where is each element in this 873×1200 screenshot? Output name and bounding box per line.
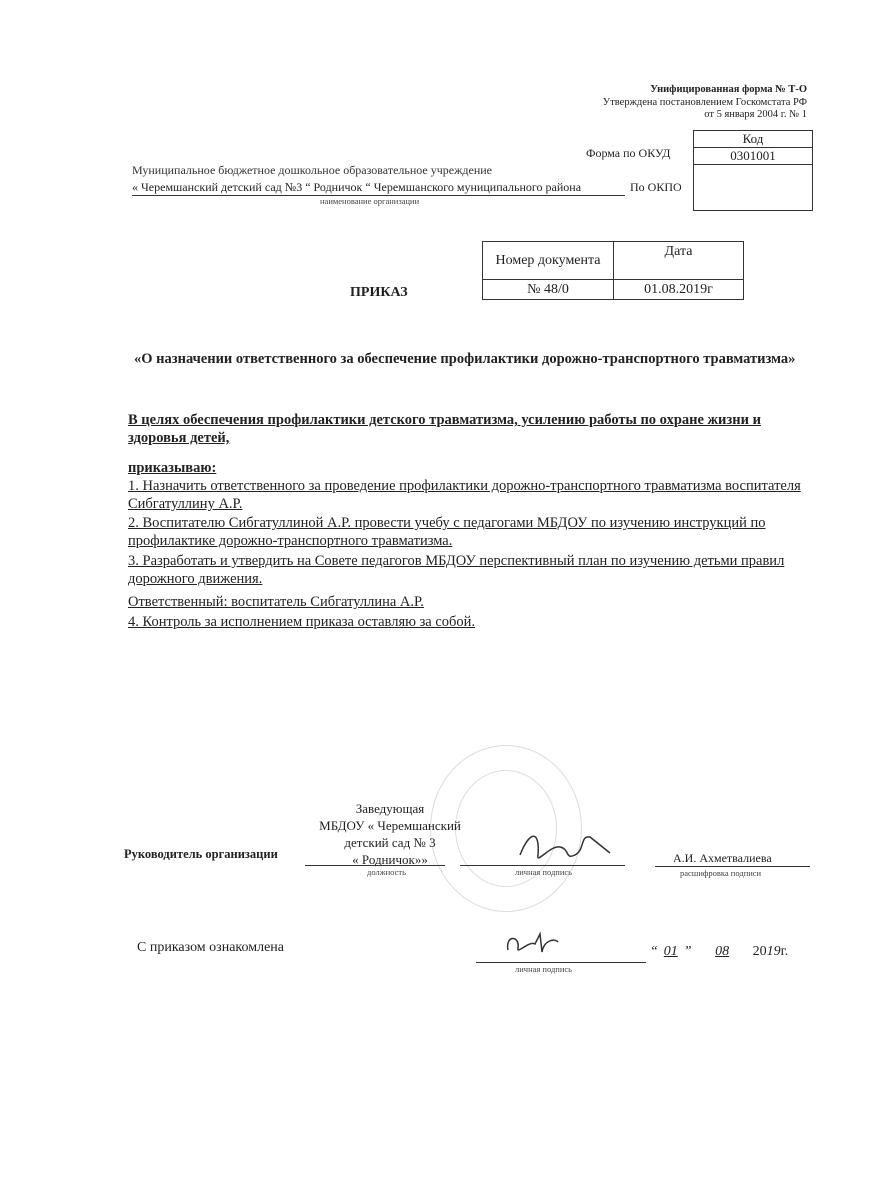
acq-month: 08 bbox=[715, 944, 730, 959]
col-number-header: Номер документа bbox=[483, 242, 614, 280]
order-label: ПРИКАЗ bbox=[350, 285, 408, 300]
item-4: 4. Контроль за исполнением приказа оставляю за собой. bbox=[128, 614, 476, 630]
position-line-rule bbox=[305, 865, 445, 866]
form-approved: Утверждена постановлением Госкомстата РФ bbox=[602, 97, 807, 108]
preamble: В целях обеспечения профилактики детского травматизма, усилению работы по охране жизни и здоровья детей, bbox=[128, 412, 761, 446]
org-line2: « Черемшанский детский сад №3 “ Родничок “ Черемшанского муниципального района bbox=[132, 180, 625, 196]
position-line: « Родничок»» bbox=[352, 852, 428, 867]
position-block bbox=[300, 800, 480, 868]
item-2: 2. Воспитателю Сибгатуллиной А.Р. провести учебу с педагогами МБДОУ по изучению инструкций по профилактике дорожно-транспортного травматизма. bbox=[128, 515, 766, 549]
position-line: Заведующая bbox=[355, 801, 425, 816]
org-line1: Муниципальное бюджетное дошкольное образовательное учреждение bbox=[132, 163, 492, 177]
acq-year-prefix: 20 bbox=[752, 944, 767, 959]
org-caption: наименование организации bbox=[320, 196, 420, 206]
okud-code: 0301001 bbox=[694, 148, 812, 165]
name-caption: расшифровка подписи bbox=[680, 868, 762, 878]
order-date: 01.08.2019г bbox=[614, 280, 744, 300]
order-word: приказываю: bbox=[128, 460, 217, 476]
code-header: Код bbox=[694, 131, 812, 148]
item-responsible: Ответственный: воспитатель Сибгатуллина А.Р. bbox=[128, 594, 424, 610]
name-line-rule bbox=[655, 866, 810, 867]
head-signature bbox=[510, 825, 620, 870]
employee-signature bbox=[500, 930, 560, 960]
acq-date-suffix: г. bbox=[780, 944, 789, 959]
head-name: А.И. Ахметвалиева bbox=[673, 851, 772, 865]
acq-day: 01 bbox=[663, 944, 678, 959]
code-box bbox=[693, 130, 813, 211]
order-number: № 48/0 bbox=[483, 280, 614, 300]
okpo-code bbox=[694, 165, 812, 210]
acquainted-label: С приказом ознакомлена bbox=[137, 940, 284, 955]
position-caption: должность bbox=[367, 867, 406, 877]
form-approved-date: от 5 января 2004 г. № 1 bbox=[704, 109, 807, 120]
position-line: детский сад № 3 bbox=[344, 835, 436, 850]
okpo-label: По ОКПО bbox=[630, 180, 682, 194]
employee-sign-rule bbox=[476, 962, 646, 963]
personal-caption: личная подпись bbox=[515, 867, 573, 877]
employee-personal-caption: личная подпись bbox=[515, 964, 573, 974]
head-label: Руководитель организации bbox=[124, 847, 278, 861]
item-1: 1. Назначить ответственного за проведение профилактики дорожно-транспортного травматизма воспитателя Сибгатуллину А.Р. bbox=[128, 478, 801, 512]
order-table bbox=[482, 241, 744, 300]
order-title: «О назначении ответственного за обеспечение профилактики дорожно-транспортного травматизма» bbox=[134, 351, 796, 367]
okud-label: Форма по ОКУД bbox=[586, 146, 671, 160]
acq-date: “ 01 ” 08 2019г. bbox=[650, 944, 789, 959]
position-line: МБДОУ « Черемшанский bbox=[319, 818, 461, 833]
col-date-header: Дата bbox=[614, 242, 744, 280]
form-title: Унифицированная форма № Т-О bbox=[650, 84, 807, 95]
acq-year-suffix: 19 bbox=[766, 944, 781, 959]
item-3: 3. Разработать и утвердить на Совете педагогов МБДОУ перспективный план по изучению детьми правил дорожного движения. bbox=[128, 553, 785, 587]
